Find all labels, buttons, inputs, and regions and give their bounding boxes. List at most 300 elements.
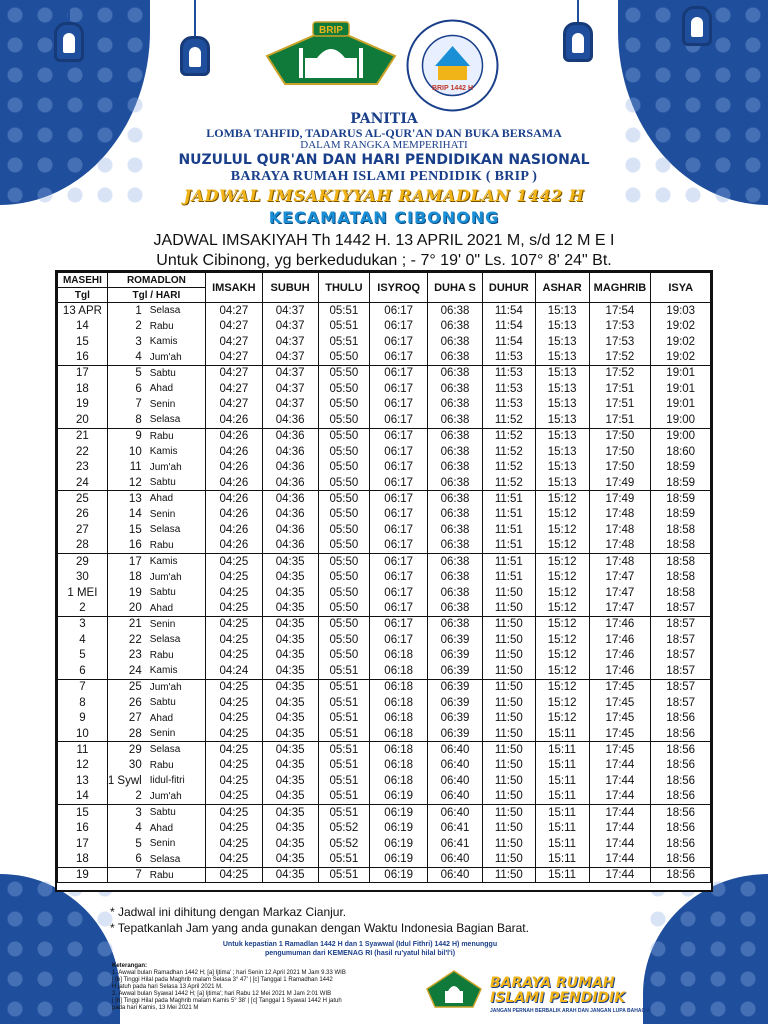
table-cell: 17:53	[589, 334, 651, 350]
table-cell: 13 APR	[58, 303, 108, 319]
table-row	[58, 836, 711, 852]
table-cell: 05:50	[318, 601, 370, 617]
col-thulu: THULU	[318, 273, 370, 303]
table-cell: 11:50	[482, 757, 535, 773]
table-cell: 11:50	[482, 695, 535, 711]
table-cell: Jum'ah	[146, 789, 206, 805]
table-cell: 04:26	[205, 444, 262, 460]
table-cell: 11:51	[482, 491, 535, 507]
table-cell: 04:25	[205, 679, 262, 695]
table-row	[58, 726, 711, 742]
table-cell: 19:02	[651, 318, 711, 334]
table-cell: 06:17	[370, 350, 428, 366]
table-cell: 5	[107, 836, 145, 852]
table-cell: 04:25	[205, 742, 262, 758]
table-cell: 06:40	[428, 867, 483, 883]
lantern-icon	[680, 0, 714, 46]
table-cell: 04:24	[205, 663, 262, 679]
table-cell: 06:40	[428, 773, 483, 789]
table-cell: 04:36	[262, 538, 318, 554]
table-cell: 18:59	[651, 459, 711, 475]
table-cell: 04:25	[205, 601, 262, 617]
table-cell: 6	[107, 852, 145, 868]
table-cell: 04:37	[262, 365, 318, 381]
table-cell: 17:47	[589, 569, 651, 585]
table-cell: 15	[58, 805, 108, 821]
table-cell: 04:25	[205, 616, 262, 632]
table-cell: 05:51	[318, 789, 370, 805]
table-cell: Sabtu	[146, 365, 206, 381]
table-cell: 19:02	[651, 350, 711, 366]
table-cell: 17:49	[589, 475, 651, 491]
table-cell: 06:17	[370, 475, 428, 491]
table-cell: 05:50	[318, 506, 370, 522]
table-row	[58, 773, 711, 789]
table-cell: Selasa	[146, 522, 206, 538]
table-row	[58, 475, 711, 491]
logo-text: BRIP	[319, 25, 343, 36]
table-row	[58, 648, 711, 664]
col-duhur: DUHUR	[482, 273, 535, 303]
table-cell: Rabu	[146, 538, 206, 554]
table-cell: 18	[58, 381, 108, 397]
table-cell: Senin	[146, 506, 206, 522]
table-cell: 06:38	[428, 554, 483, 570]
table-cell: 06:19	[370, 820, 428, 836]
table-cell: 11:50	[482, 742, 535, 758]
table-cell: 1 MEI	[58, 585, 108, 601]
table-cell: 11:52	[482, 475, 535, 491]
table-cell: 17:45	[589, 695, 651, 711]
table-cell: 17	[58, 365, 108, 381]
table-cell: 15:12	[535, 679, 589, 695]
table-cell: 15:11	[535, 852, 589, 868]
table-cell: 06:38	[428, 459, 483, 475]
table-cell: 11:50	[482, 616, 535, 632]
table-cell: Kamis	[146, 444, 206, 460]
table-cell: 26	[58, 506, 108, 522]
table-cell: 15:11	[535, 789, 589, 805]
table-cell: 06:17	[370, 381, 428, 397]
table-cell: 10	[107, 444, 145, 460]
table-cell: 04:35	[262, 616, 318, 632]
table-cell: 19:01	[651, 381, 711, 397]
keterangan-line: H jatuh pada hari Selasa 13 April 2021 M.	[112, 984, 223, 990]
table-cell: 4	[58, 632, 108, 648]
table-cell: 04:35	[262, 820, 318, 836]
table-cell: 17:50	[589, 428, 651, 444]
table-cell: 18:56	[651, 773, 711, 789]
table-cell: 04:37	[262, 318, 318, 334]
table-cell: 18:59	[651, 491, 711, 507]
table-cell: 18:58	[651, 554, 711, 570]
table-cell: 06:38	[428, 397, 483, 413]
table-cell: 06:17	[370, 506, 428, 522]
table-row	[58, 334, 711, 350]
table-cell: 6	[58, 663, 108, 679]
table-cell: Senin	[146, 616, 206, 632]
table-cell: 18:57	[651, 663, 711, 679]
table-cell: 04:35	[262, 852, 318, 868]
brand-line-1: BARAYA RUMAH	[490, 975, 615, 991]
table-cell: 18:57	[651, 695, 711, 711]
table-cell: 06:17	[370, 554, 428, 570]
table-cell: 18:60	[651, 444, 711, 460]
table-cell: 18:59	[651, 475, 711, 491]
table-cell: 15:11	[535, 742, 589, 758]
table-cell: 06:17	[370, 428, 428, 444]
table-cell: 30	[107, 757, 145, 773]
lantern-icon	[178, 0, 212, 76]
document-header	[0, 112, 768, 271]
table-cell: 11:52	[482, 444, 535, 460]
table-cell: 18:56	[651, 757, 711, 773]
table-cell: 06:38	[428, 506, 483, 522]
table-cell: 06:19	[370, 867, 428, 883]
col-subuh: SUBUH	[262, 273, 318, 303]
table-cell: Ahad	[146, 710, 206, 726]
table-cell: 06:40	[428, 757, 483, 773]
table-cell: 05:50	[318, 585, 370, 601]
table-cell: 06:40	[428, 789, 483, 805]
table-row	[58, 350, 711, 366]
event-title: LOMBA TAHFID, TADARUS AL-QUR'AN DAN BUKA BERSAMA	[206, 126, 562, 140]
table-row	[58, 538, 711, 554]
table-cell: 04:35	[262, 710, 318, 726]
table-cell: 06:40	[428, 742, 483, 758]
table-cell: 06:18	[370, 757, 428, 773]
table-row	[58, 632, 711, 648]
table-cell: 04:35	[262, 789, 318, 805]
table-cell: 15:11	[535, 773, 589, 789]
table-cell: Ahad	[146, 601, 206, 617]
table-cell: 15:12	[535, 506, 589, 522]
table-cell: 15:12	[535, 554, 589, 570]
table-cell: 11	[58, 742, 108, 758]
table-cell: 17:45	[589, 726, 651, 742]
table-cell: 04:35	[262, 742, 318, 758]
table-cell: 05:51	[318, 695, 370, 711]
table-cell: 04:35	[262, 757, 318, 773]
table-cell: 06:18	[370, 679, 428, 695]
table-cell: 11:50	[482, 648, 535, 664]
table-cell: 06:19	[370, 805, 428, 821]
table-cell: 17:48	[589, 506, 651, 522]
table-cell: 06:17	[370, 365, 428, 381]
table-cell: 24	[58, 475, 108, 491]
table-cell: 17:49	[589, 491, 651, 507]
table-cell: 06:38	[428, 601, 483, 617]
table-cell: Sabtu	[146, 585, 206, 601]
table-cell: 21	[107, 616, 145, 632]
table-cell: 18:57	[651, 601, 711, 617]
table-cell: 05:50	[318, 616, 370, 632]
table-cell: 26	[107, 695, 145, 711]
table-cell: 11:50	[482, 679, 535, 695]
table-cell: Senin	[146, 836, 206, 852]
table-cell: 15:11	[535, 867, 589, 883]
table-row	[58, 569, 711, 585]
table-cell: 06:17	[370, 491, 428, 507]
table-cell: 06:38	[428, 569, 483, 585]
table-cell: 04:26	[205, 412, 262, 428]
table-cell: 28	[107, 726, 145, 742]
table-cell: 05:50	[318, 428, 370, 444]
table-cell: 05:51	[318, 852, 370, 868]
announcement-note: Untuk kepastian 1 Ramadlan 1442 H dan 1 Syawwal (Idul Fithri) 1442 H) menunggu pengumuman dari KEMENAG RI (hasil ru'yatul hilal bil'l'i)	[222, 941, 498, 957]
table-cell: 04:37	[262, 381, 318, 397]
table-cell: 04:35	[262, 695, 318, 711]
table-cell: 18:58	[651, 585, 711, 601]
table-cell: Selasa	[146, 632, 206, 648]
brip-1442-seal	[405, 18, 500, 113]
col-ashar: ASHAR	[535, 273, 589, 303]
table-row	[58, 491, 711, 507]
table-cell: 18:58	[651, 569, 711, 585]
table-cell: 12	[58, 757, 108, 773]
table-cell: 1	[107, 303, 145, 319]
table-cell: 04:25	[205, 820, 262, 836]
lantern-icon	[561, 0, 595, 62]
table-cell: 06:17	[370, 616, 428, 632]
brand-line-2: ISLAMI PENDIDIK	[490, 990, 626, 1006]
table-cell: 06:38	[428, 318, 483, 334]
table-cell: 05:50	[318, 538, 370, 554]
table-row	[58, 789, 711, 805]
table-cell: 06:38	[428, 585, 483, 601]
table-cell: Senin	[146, 397, 206, 413]
table-cell: 06:17	[370, 459, 428, 475]
brip-small-logo	[425, 965, 483, 1011]
table-cell: 23	[58, 459, 108, 475]
table-cell: 17:47	[589, 585, 651, 601]
table-cell: 20	[58, 412, 108, 428]
table-row	[58, 303, 711, 319]
table-cell: Sabtu	[146, 475, 206, 491]
table-cell: 05:50	[318, 475, 370, 491]
table-cell: 11:50	[482, 726, 535, 742]
table-cell: 05:52	[318, 836, 370, 852]
table-cell: 11:52	[482, 428, 535, 444]
table-cell: 7	[107, 397, 145, 413]
table-cell: 19:00	[651, 428, 711, 444]
table-cell: 15:13	[535, 365, 589, 381]
event-subtitle: DALAM RANGKA MEMPERIHATI	[300, 139, 468, 151]
table-cell: 17:45	[589, 679, 651, 695]
table-cell: 05:51	[318, 742, 370, 758]
table-cell: 04:35	[262, 805, 318, 821]
table-cell: 15:13	[535, 350, 589, 366]
table-cell: 06:18	[370, 742, 428, 758]
table-cell: 11:50	[482, 585, 535, 601]
table-cell: 11:50	[482, 632, 535, 648]
table-cell: 17:46	[589, 616, 651, 632]
table-row	[58, 459, 711, 475]
table-cell: 05:50	[318, 381, 370, 397]
table-cell: 06:18	[370, 663, 428, 679]
table-cell: Ahad	[146, 491, 206, 507]
col-tgl-hari: Tgl / HARI	[107, 288, 205, 303]
table-row	[58, 428, 711, 444]
table-cell: 06:40	[428, 805, 483, 821]
table-row	[58, 365, 711, 381]
table-cell: 11:54	[482, 318, 535, 334]
table-cell: 11:54	[482, 334, 535, 350]
col-maghrib: MAGHRIB	[589, 273, 651, 303]
table-cell: Jum'ah	[146, 350, 206, 366]
table-cell: 18:57	[651, 632, 711, 648]
table-cell: 04:35	[262, 663, 318, 679]
table-cell: 17:51	[589, 397, 651, 413]
table-cell: 16	[58, 350, 108, 366]
table-cell: 06:19	[370, 852, 428, 868]
table-cell: 06:17	[370, 412, 428, 428]
table-cell: 17:50	[589, 444, 651, 460]
table-cell: 17:51	[589, 381, 651, 397]
table-cell: 05:50	[318, 648, 370, 664]
table-cell: 17:45	[589, 742, 651, 758]
table-cell: 04:35	[262, 726, 318, 742]
table-cell: 3	[107, 805, 145, 821]
table-cell: 11:50	[482, 789, 535, 805]
table-cell: 06:40	[428, 852, 483, 868]
table-cell: 17:46	[589, 632, 651, 648]
panitia-title: PANITIA	[350, 111, 418, 127]
table-cell: 18:56	[651, 742, 711, 758]
table-cell: 17:48	[589, 538, 651, 554]
table-cell: 15:12	[535, 538, 589, 554]
table-cell: 04:35	[262, 836, 318, 852]
table-row	[58, 742, 711, 758]
table-cell: 04:25	[205, 632, 262, 648]
table-row	[58, 695, 711, 711]
table-cell: 18:57	[651, 616, 711, 632]
table-cell: 06:38	[428, 491, 483, 507]
table-cell: 06:39	[428, 679, 483, 695]
table-cell: 06:39	[428, 710, 483, 726]
table-cell: 17:44	[589, 805, 651, 821]
table-row	[58, 852, 711, 868]
table-cell: 18	[107, 569, 145, 585]
table-row	[58, 616, 711, 632]
table-cell: 04:27	[205, 303, 262, 319]
table-cell: Rabu	[146, 428, 206, 444]
col-masehi: MASEHI	[58, 273, 108, 288]
table-cell: 17	[107, 554, 145, 570]
table-cell: 11:51	[482, 538, 535, 554]
table-cell: 11	[107, 459, 145, 475]
table-cell: 15:12	[535, 616, 589, 632]
table-cell: 06:38	[428, 616, 483, 632]
table-cell: 06:17	[370, 632, 428, 648]
table-cell: 04:27	[205, 334, 262, 350]
table-cell: 04:36	[262, 475, 318, 491]
table-cell: 12	[107, 475, 145, 491]
notes	[110, 904, 630, 936]
table-cell: 11:51	[482, 554, 535, 570]
table-cell: 06:18	[370, 695, 428, 711]
table-cell: 05:51	[318, 726, 370, 742]
table-cell: 04:35	[262, 679, 318, 695]
table-cell: 18:56	[651, 820, 711, 836]
table-cell: 05:50	[318, 444, 370, 460]
table-cell: 11:50	[482, 852, 535, 868]
table-cell: 15:12	[535, 648, 589, 664]
table-cell: 11:50	[482, 663, 535, 679]
table-cell: 2	[58, 601, 108, 617]
table-cell: 11:50	[482, 836, 535, 852]
table-cell: 05:51	[318, 663, 370, 679]
table-cell: 04:35	[262, 585, 318, 601]
table-cell: Sabtu	[146, 695, 206, 711]
table-cell: 15:12	[535, 663, 589, 679]
keterangan-line: pada hari Kamis, 13 Mei 2021 M	[112, 1005, 199, 1011]
keterangan-line: | [b] Tinggi Hilal pada Maghrib malam Selasa 3° 47' | [c] Tanggal 1 Ramadhan 1442	[112, 977, 333, 983]
table-cell: 04:37	[262, 334, 318, 350]
table-cell: 11:51	[482, 522, 535, 538]
table-cell: 04:35	[262, 632, 318, 648]
table-cell: 04:25	[205, 789, 262, 805]
table-cell: 11:50	[482, 773, 535, 789]
organization-name: BARAYA RUMAH ISLAMI PENDIDIK ( BRIP )	[230, 169, 538, 184]
table-cell: 06:38	[428, 303, 483, 319]
table-cell: 10	[58, 726, 108, 742]
table-cell: 05:51	[318, 334, 370, 350]
table-cell: 3	[107, 334, 145, 350]
table-cell: 06:17	[370, 601, 428, 617]
table-row	[58, 444, 711, 460]
table-cell: Jum'ah	[146, 569, 206, 585]
table-cell: 06:18	[370, 773, 428, 789]
table-cell: 4	[107, 820, 145, 836]
table-cell: 04:36	[262, 491, 318, 507]
table-cell: 13	[107, 491, 145, 507]
table-cell: 05:51	[318, 805, 370, 821]
table-cell: 06:38	[428, 444, 483, 460]
table-cell: Selasa	[146, 303, 206, 319]
table-cell: 04:35	[262, 773, 318, 789]
table-row	[58, 601, 711, 617]
table-cell: 04:35	[262, 601, 318, 617]
table-cell: 14	[107, 506, 145, 522]
keterangan-title: Keterangan:	[112, 963, 148, 969]
table-cell: 17:51	[589, 412, 651, 428]
location-coordinates: Untuk Cibinong, yg berkedudukan ; - 7° 19' 0" Ls. 107° 8' 24" Bt.	[156, 252, 612, 269]
table-cell: 19:01	[651, 365, 711, 381]
table-cell: 8	[58, 695, 108, 711]
table-cell: 19:03	[651, 303, 711, 319]
table-row	[58, 805, 711, 821]
table-cell: 5	[107, 365, 145, 381]
table-cell: 9	[58, 710, 108, 726]
table-cell: 4	[107, 350, 145, 366]
table-cell: 29	[58, 554, 108, 570]
table-cell: 9	[107, 428, 145, 444]
table-cell: 15:13	[535, 412, 589, 428]
table-row	[58, 381, 711, 397]
table-cell: 04:36	[262, 506, 318, 522]
table-cell: Jum'ah	[146, 459, 206, 475]
table-cell: 17:52	[589, 365, 651, 381]
table-cell: 17:53	[589, 318, 651, 334]
table-cell: 15:12	[535, 522, 589, 538]
table-cell: 04:36	[262, 428, 318, 444]
table-cell: 18:56	[651, 805, 711, 821]
table-row	[58, 522, 711, 538]
table-cell: 11:50	[482, 601, 535, 617]
table-cell: 18:58	[651, 522, 711, 538]
table-cell: 17:44	[589, 852, 651, 868]
